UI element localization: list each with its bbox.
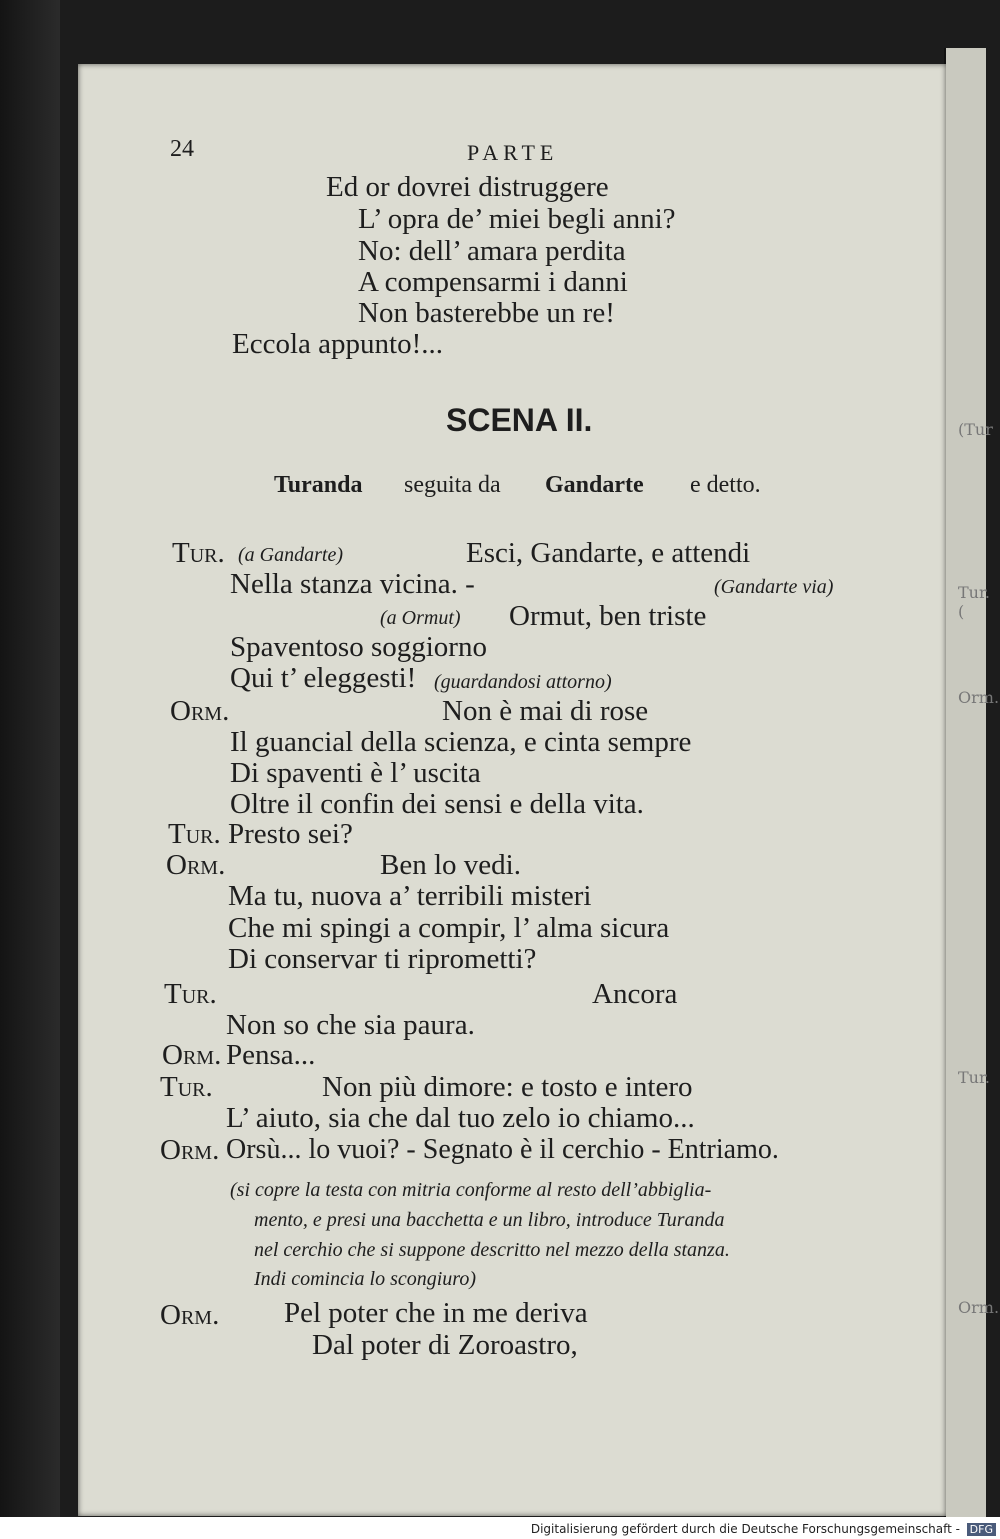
verse-line: Orsù... lo vuoi? - Segnato è il cerchio - Entriamo.: [226, 1134, 779, 1165]
stage-direction: (si copre la testa con mitria conforme al resto dell’abbiglia-: [230, 1179, 712, 1201]
speaker-label: Tur.: [164, 978, 217, 1010]
adjacent-page-edge: [944, 48, 1000, 1518]
verse-line: Qui t’ eleggesti!: [230, 662, 417, 694]
verse-line: Che mi spingi a compir, l’ alma sicura: [228, 912, 670, 944]
verse-line: Dal poter di Zoroastro,: [312, 1329, 578, 1361]
verse-line: Ancora: [592, 978, 678, 1010]
verse-line: Non è mai di rose: [442, 695, 649, 727]
verse-line: Di conservar ti riprometti?: [228, 943, 537, 975]
verse-line: Spaventoso soggiorno: [230, 631, 487, 663]
character-name: Turanda: [274, 472, 363, 498]
funding-credit: Digitalisierung gefördert durch die Deutsche Forschungsgemeinschaft -: [530, 1522, 960, 1536]
verse-line: No: dell’ amara perdita: [358, 235, 626, 267]
verse-line: Oltre il confin dei sensi e della vita.: [230, 788, 644, 820]
verse-line: Di spaventi è l’ uscita: [230, 757, 481, 789]
adjacent-text: Tur.: [958, 1068, 990, 1087]
verse-line: L’ aiuto, sia che dal tuo zelo io chiamo...: [226, 1102, 695, 1134]
stage-direction: mento, e presi una bacchetta e un libro, introduce Turanda: [254, 1209, 725, 1231]
verse-line: Non più dimore: e tosto e intero: [322, 1071, 693, 1103]
stage-direction: (guardandosi attorno): [434, 671, 612, 693]
speaker-label: Orm.: [170, 695, 230, 727]
scene-description: seguita da: [404, 472, 501, 498]
verse-line: Pensa...: [226, 1039, 316, 1071]
verse-line: Ormut, ben triste: [509, 600, 707, 632]
stage-direction: (Gandarte via): [714, 576, 834, 598]
verse-line: Eccola appunto!...: [232, 328, 443, 360]
adjacent-text: Tur. (: [958, 583, 990, 621]
verse-line: Pel poter che in me deriva: [284, 1297, 588, 1329]
dfg-logo: DFG: [967, 1523, 996, 1536]
page-number: 24: [170, 136, 194, 162]
verse-line: Esci, Gandarte, e attendi: [466, 537, 751, 569]
stage-direction: (a Gandarte): [238, 544, 343, 566]
speaker-label: Tur.: [160, 1071, 213, 1103]
stage-direction: Indi comincia lo scongiuro): [254, 1268, 477, 1290]
verse-line: Ma tu, nuova a’ terribili misteri: [228, 880, 592, 912]
speaker-label: Orm.: [166, 849, 226, 881]
speaker-label: Orm.: [160, 1134, 220, 1166]
running-header: PARTE: [467, 140, 559, 165]
stage-direction: nel cerchio che si suppone descritto nel mezzo della stanza.: [254, 1239, 730, 1261]
verse-line: Non so che sia paura.: [226, 1009, 475, 1041]
verse-line: Presto sei?: [228, 818, 353, 850]
adjacent-text: Orm.: [958, 688, 1000, 707]
adjacent-text: (Tur: [958, 420, 993, 439]
footer-bar: [0, 1517, 1000, 1539]
stage-direction: (a Ormut): [380, 607, 461, 629]
scan-background-left: [0, 0, 60, 1539]
verse-line: Non basterebbe un re!: [358, 297, 615, 329]
speaker-label: Tur.: [168, 818, 221, 850]
verse-line: A compensarmi i danni: [358, 266, 628, 298]
speaker-label: Tur.: [172, 537, 225, 569]
speaker-label: Orm.: [162, 1039, 222, 1071]
verse-line: Ben lo vedi.: [380, 849, 521, 881]
verse-line: L’ opra de’ miei begli anni?: [358, 203, 676, 235]
scene-title: SCENA II.: [446, 402, 593, 438]
scene-description: e detto.: [690, 472, 761, 498]
speaker-label: Orm.: [160, 1299, 220, 1331]
verse-line: Ed or dovrei distruggere: [326, 171, 609, 203]
adjacent-text: Orm.: [958, 1298, 1000, 1317]
verse-line: Nella stanza vicina. -: [230, 568, 475, 600]
character-name: Gandarte: [545, 472, 644, 498]
verse-line: Il guancial della scienza, e cinta sempre: [230, 726, 692, 758]
